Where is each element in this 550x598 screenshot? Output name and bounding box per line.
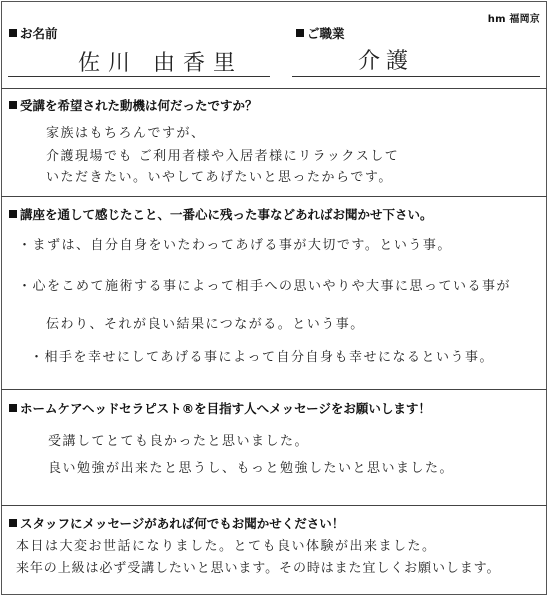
q3-answer-line: 良い勉強が出来たと思うし、もっと勉強したいと思いました。 — [48, 461, 455, 476]
q2-answer-line: ・相手を幸せにしてあげる事によって自分自身も幸せになるという事。 — [30, 350, 495, 365]
square-bullet-icon — [296, 29, 304, 37]
square-bullet-icon — [9, 29, 17, 37]
job-underline — [292, 76, 540, 77]
section-divider — [1, 196, 547, 197]
q2-answer-line: 伝わり、それが良い結果につながる。という事。 — [46, 317, 365, 332]
square-bullet-icon — [9, 404, 17, 412]
name-underline — [8, 76, 270, 77]
q1-answer-line: 家族はもちろんですが、 — [46, 126, 206, 141]
name-value: 佐川 由香里 — [78, 51, 243, 76]
section-divider — [1, 389, 547, 390]
q2-answer-line: ・まずは、自分自身をいたわってあげる事が大切です。という事。 — [18, 238, 452, 253]
q4-label: スタッフにメッセージがあれば何でもお聞かせください！ — [9, 514, 344, 532]
section-divider — [1, 88, 547, 89]
square-bullet-icon — [9, 101, 17, 109]
brand-logo-text: hm 福岡京 — [487, 14, 540, 25]
q2-answer-line: ・心をこめて施術する事によって相手への思いやりや大事に思っている事が — [18, 279, 512, 294]
q2-label: 講座を通して感じたこと、一番心に残った事などあればお聞かせ下さい。 — [9, 205, 433, 223]
q1-answer-line: いただきたい。いやしてあげたいと思ったからです。 — [46, 170, 393, 185]
square-bullet-icon — [9, 519, 17, 527]
job-label: ご職業 — [296, 24, 345, 42]
q4-answer-line: 来年の上級は必ず受講したいと思います。その時はまた宜しくお願いします。 — [16, 561, 501, 576]
q3-answer-line: 受講してとても良かったと思いました。 — [48, 434, 310, 449]
section-divider — [1, 505, 547, 506]
name-label: お名前 — [9, 24, 58, 42]
q3-label: ホームケアヘッドセラピスト®を目指す人へメッセージをお願いします！ — [9, 399, 431, 417]
square-bullet-icon — [9, 210, 17, 218]
q1-answer-line: 介護現場でも ご利用者様や入居者様にリラックスして — [46, 149, 400, 164]
job-value: 介護 — [358, 49, 415, 74]
q1-label: 受講を希望された動機は何だったですか？ — [9, 96, 258, 114]
q4-answer-line: 本日は大変お世話になりました。とても良い体験が出来ました。 — [16, 539, 437, 554]
